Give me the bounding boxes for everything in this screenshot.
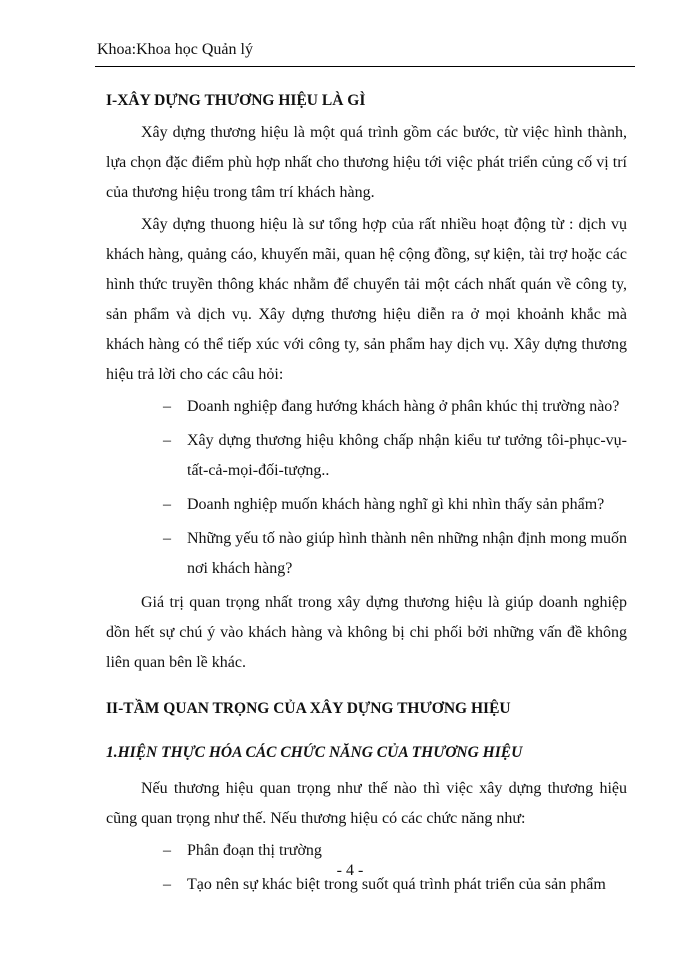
list-item [106, 392, 627, 422]
list-item-text: Xây dựng thương hiệu không chấp nhận kiểu tư tưởng tôi-phục-vụ-tất-cả-mọi-đối-tượng.. [187, 432, 627, 479]
list-item-text: Phân đoạn thị trường [187, 842, 322, 859]
section-1-bullet-list [106, 392, 627, 584]
bullet-dash: – [163, 530, 171, 547]
page-content [106, 86, 627, 904]
page-header: Khoa:Khoa học Quản lý [97, 41, 253, 58]
section-1-paragraph-2: Xây dựng thuong hiệu là sư tổng hợp của rất nhiều hoạt động từ : dịch vụ khách hàng, quảng cáo, khuyến mãi, quan hệ cộng đồng, sự kiện, tài trợ hoặc các hình thức truyền thông khác nhằm để chuyển tải một cách nhất quán về công ty, sản phẩm và dịch vụ. Xây dựng thương hiệu diễn ra ở mọi khoảnh khắc mà khách hàng có thể tiếp xúc với công ty, sản phẩm hay dịch vụ. Xây dựng thương hiệu trả lời cho các câu hỏi: [106, 216, 627, 383]
section-2-paragraph: Nếu thương hiệu quan trọng như thế nào thì việc xây dựng thương hiệu cũng quan trọng như thế. Nếu thương hiệu có các chức năng như: [106, 780, 627, 827]
bullet-dash: – [163, 398, 171, 415]
list-item [106, 490, 627, 520]
list-item [106, 426, 627, 486]
list-item-text: Tạo nên sự khác biệt trong suốt quá trình phát triển của sản phẩm [187, 876, 606, 893]
page-number: - 4 - [336, 862, 364, 879]
list-item [106, 524, 627, 584]
section-2-title: II-TẦM QUAN TRỌNG CỦA XÂY DỰNG THƯƠNG HIỆU [106, 700, 511, 717]
bullet-dash: – [163, 876, 171, 893]
bullet-dash: – [163, 842, 171, 859]
list-item-text: Những yếu tố nào giúp hình thành nên những nhận định mong muốn nơi khách hàng? [187, 530, 627, 577]
list-item-text: Doanh nghiệp đang hướng khách hàng ở phân khúc thị trường nào? [187, 398, 620, 415]
section-1-title: I-XÂY DỰNG THƯƠNG HIỆU LÀ GÌ [106, 92, 366, 109]
bullet-dash: – [163, 496, 171, 513]
list-item-text: Doanh nghiệp muốn khách hàng nghĩ gì khi nhìn thấy sản phẩm? [187, 496, 605, 513]
section-1-closing-paragraph: Giá trị quan trọng nhất trong xây dựng thương hiệu là giúp doanh nghiệp dồn hết sự chú ý vào khách hàng và không bị chi phối bởi những vấn đề không liên quan bên lề khác. [106, 594, 627, 671]
subsection-1-title: 1.HIỆN THỰC HÓA CÁC CHỨC NĂNG CỦA THƯƠNG HIỆU [106, 744, 523, 761]
header-divider [95, 66, 635, 67]
section-1-paragraph-1: Xây dựng thương hiệu là một quá trình gồm các bước, từ việc hình thành, lựa chọn đặc điểm phù hợp nhất cho thương hiệu tới việc phát triển củng cố vị trí của thương hiệu trong tâm trí khách hàng. [106, 124, 627, 201]
bullet-dash: – [163, 432, 171, 449]
